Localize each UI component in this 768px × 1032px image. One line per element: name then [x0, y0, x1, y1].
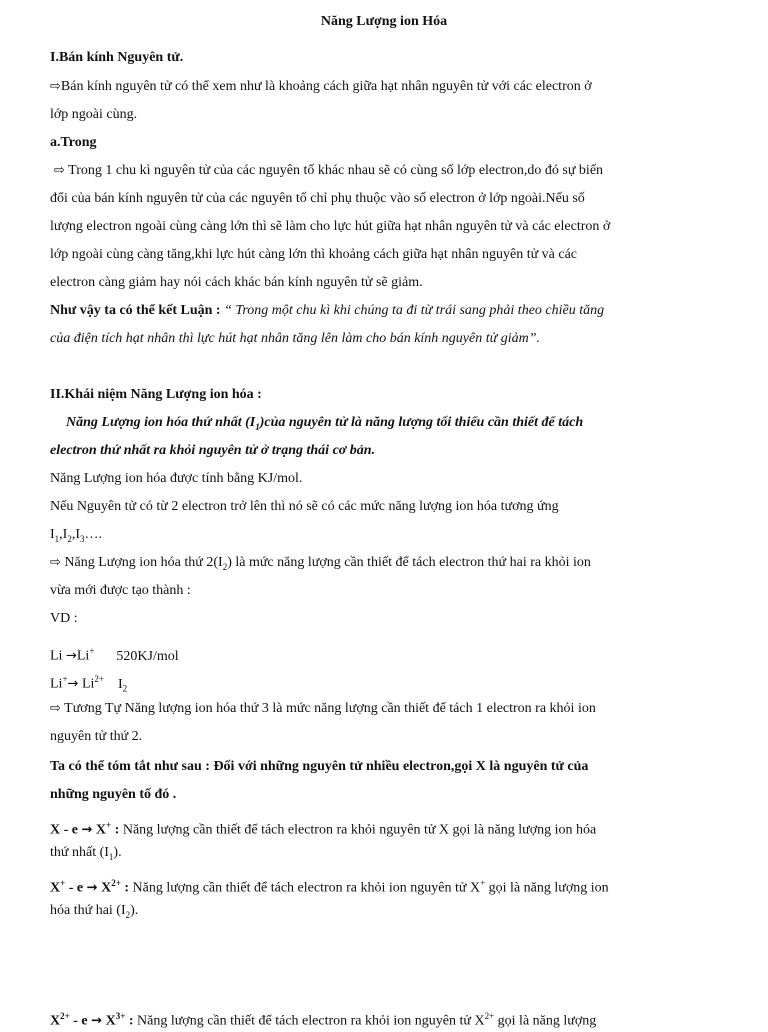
example-equation-2: $Li^+\to Li^{2+}$ $I_2$ [50, 674, 128, 694]
section-2-heading: II.Khái niệm Năng Lượng ion hóa : [50, 387, 262, 402]
definition-line: electron thứ nhất ra khỏi nguyên tử ở trạng thái cơ bản. [50, 443, 376, 458]
conclusion-line [50, 301, 712, 321]
arrow-icon: ⇨ [50, 79, 61, 94]
section-1-heading: I.Bán kính Nguyên tử. [50, 50, 184, 65]
equation-1: X - e → X+ : Năng lượng cần thiết để tách electron ra khỏi nguyên tử X gọi là năng lượng ion hóa [50, 820, 597, 838]
paragraph-line: đổi của bán kính nguyên tử của các nguyên tố chỉ phụ thuộc vào số electron ở lớp ngoài.Nếu số [50, 191, 585, 206]
conclusion-label: Như vậy ta có thể kết Luận : [50, 303, 225, 318]
paragraph-line: Năng Lượng ion hóa được tính bằng KJ/mol. [50, 471, 303, 486]
paragraph-line: lượng electron ngoài cùng càng lớn thì sẽ làm cho lực hút giữa hạt nhân nguyên tử và các electron ở [50, 219, 611, 234]
arrow-icon: ⇨ [50, 701, 61, 716]
paragraph-line: lớp ngoài cùng. [50, 107, 138, 122]
ionization-list: $I_1,I_2,I_3\dots$. [50, 527, 103, 544]
right-arrow-icon: → [81, 822, 93, 838]
paragraph-line: nguyên tử thứ 2. [50, 729, 143, 744]
equation-3: $X^{2+} - e \to X^{3+}$ : Năng lượng cần thiết để tách electron ra khỏi ion nguyên tử $X^{2+}$ gọi là năng lượng [50, 1011, 597, 1029]
summary-line: những nguyên tố đó . [50, 787, 177, 802]
definition-line: Năng Lượng ion hóa thứ nhất $(I_1)của$ nguyên tử là năng lượng tối thiểu cần thiết để tách [66, 415, 584, 432]
equation-2-cont: hóa thứ hai $(I_2)$. [50, 903, 139, 920]
paragraph-line: lớp ngoài cùng càng tăng,khi lực hút càng lớn thì khoảng cách giữa hạt nhân nguyên tử và các [50, 247, 578, 262]
arrow-icon: ⇨ [54, 163, 65, 178]
equation-1-cont: thứ nhất $(I_1)$. [50, 845, 122, 862]
paragraph-line: ⇨ Tương Tự Năng lượng ion hóa thứ 3 là mức năng lượng cần thiết để tách 1 electron ra khỏi ion [50, 701, 596, 716]
right-arrow-icon: → [86, 880, 98, 896]
summary-line: Ta có thể tóm tắt như sau : Đối với những nguyên tử nhiều electron,gọi X là nguyên tử của [50, 759, 589, 774]
conclusion-quote: của điện tích hạt nhân thì lực hút hạt nhân tăng lên làm cho bán kính nguyên tử giảm”. [50, 331, 541, 346]
subsection-a-heading: a.Trong [50, 135, 97, 150]
right-arrow-icon: → [67, 676, 79, 692]
paragraph-line: ⇨Bán kính nguyên tử có thể xem như là khoảng cách giữa hạt nhân nguyên tử với các electron ở [50, 79, 592, 94]
conclusion-quote: “ Trong một chu kì khi chúng ta đi từ trái sang phải theo chiều tăng [224, 303, 605, 318]
paragraph-line: vừa mới được tạo thành : [50, 583, 191, 598]
paragraph-line: Nếu Nguyên tử có từ 2 electron trở lên thì nó sẽ có các mức năng lượng ion hóa tương ứng [50, 499, 559, 514]
paragraph-line: ⇨ Trong 1 chu kì nguyên tử của các nguyên tố khác nhau sẽ có cùng số lớp electron,do đó sự biến [54, 163, 604, 178]
right-arrow-icon: → [91, 1013, 103, 1029]
page-title: Năng Lượng ion Hóa [320, 14, 448, 29]
example-equation-1: Li →Li+ 520KJ/mol [50, 646, 179, 664]
equation-2: $X^+ - e \to X^{2+}$ : Năng lượng cần thiết để tách electron ra khỏi ion nguyên tử X+ gọi là năng lượng ion [50, 878, 609, 896]
paragraph-line: electron càng giảm hay nói cách khác bán kính nguyên tử sẽ giảm. [50, 275, 423, 290]
example-label: VD : [50, 611, 78, 626]
right-arrow-icon: → [65, 648, 77, 664]
arrow-icon: ⇨ [50, 555, 61, 570]
paragraph-line: ⇨ Năng Lượng ion hóa thứ $2(I_2)$ là mức năng lượng cần thiết để tách electron thứ hai ra khỏi ion [50, 555, 591, 572]
